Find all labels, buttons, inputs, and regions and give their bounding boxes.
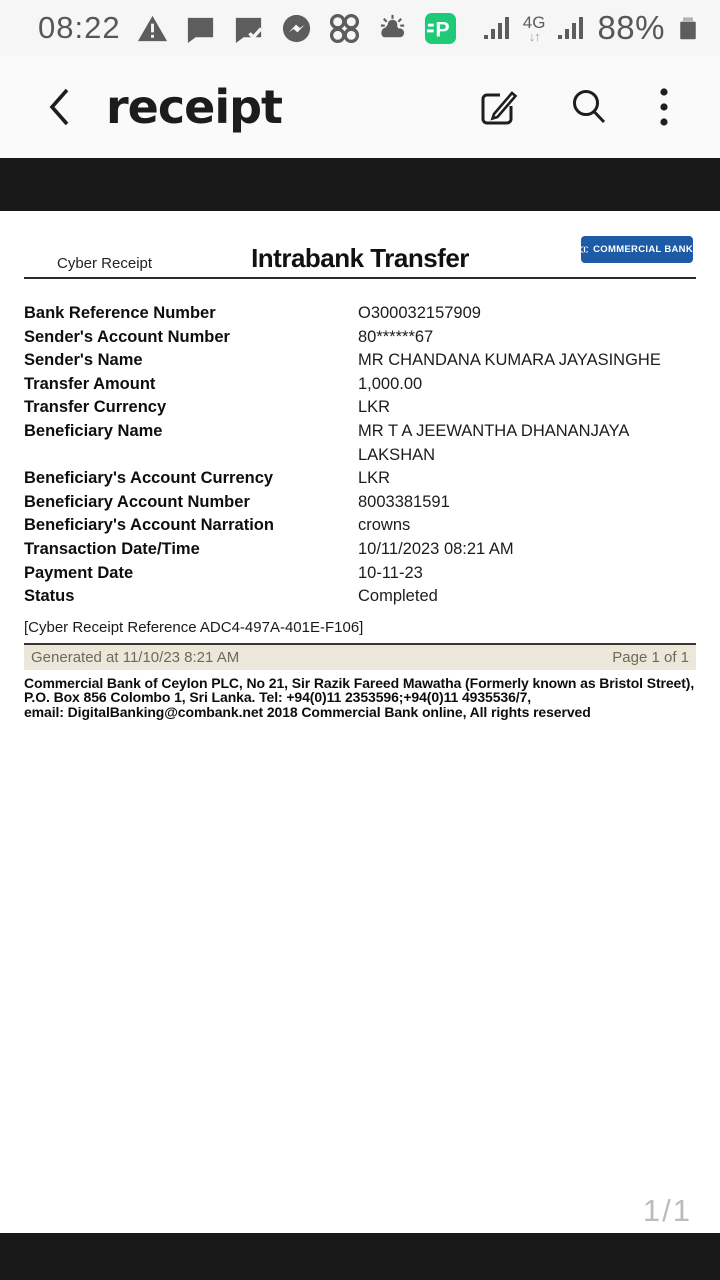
field-row: Sender's Account Number 80******67 [24,327,434,346]
footer-line: email: DigitalBanking@combank.net 2018 Commercial Bank online, All rights reserved [24,703,591,720]
page-label: Page 1 of 1 [612,648,689,666]
receipt-subtitle: Cyber Receipt [57,255,153,272]
bank-logo-text: COMMERCIAL BANK [593,244,693,255]
receipt-title: Intrabank Transfer [251,243,469,273]
field-row: Beneficiary Account Number 8003381591 [24,492,450,511]
clock: 08:22 [38,10,121,45]
field-row: Bank Reference Number O300032157909 [24,304,481,322]
back-button[interactable] [40,85,78,129]
chat-icon [184,12,217,45]
data-arrows-icon: ↓↑ [528,28,540,44]
receipt-reference: [Cyber Receipt Reference ADC4-497A-401E-F106] [24,618,364,636]
field-row: Beneficiary's Account Narration crowns [24,516,411,535]
network-type: 4G ↓↑ [522,12,546,44]
search-button[interactable] [566,84,612,130]
page-indicator: 1/1 [642,1193,692,1228]
field-row: Beneficiary's Account Currency LKR [24,469,391,488]
chat-check-icon [232,12,265,45]
footer-line: P.O. Box 856 Colombo 1, Sri Lanka. Tel: +94(0)11 2353596;+94(0)11 4935536/7, [24,689,532,706]
circles-icon [328,12,361,45]
field-row: Sender's Name MR CHANDANA KUMARA JAYASINGHE [24,351,661,370]
field-row: Status Completed [24,587,438,606]
status-bar-right [482,9,720,47]
viewer-margin-bottom [0,1233,720,1280]
messenger-icon [280,12,313,45]
field-row: Payment Date 10-11-23 [24,563,423,582]
field-row: Beneficiary Name MR T A JEEWANTHA DHANANJAYA LAKSHAN [24,421,629,464]
battery-icon [676,10,700,46]
app-header [0,56,720,158]
header-actions [474,84,720,130]
generated-bar [24,643,696,670]
receipt-fields [24,302,696,609]
field-row: Transfer Currency LKR [24,398,391,417]
receipt-page[interactable] [0,211,720,1233]
status-bar [0,0,720,56]
signal-icon-2 [556,13,586,43]
svg-text:P: P [434,16,450,41]
field-row: Transaction Date/Time 10/11/2023 08:21 AM [24,539,514,558]
footer-line: Commercial Bank of Ceylon PLC, No 21, Sir Razik Fareed Mawatha (Formerly known as Bristol Street), [24,674,695,691]
signal-icon [482,13,512,43]
pickme-app-icon [424,12,457,45]
receipt-header [24,234,696,274]
generated-timestamp: Generated at 11/10/23 8:21 AM [31,648,240,666]
commercial-bank-logo [581,236,693,263]
viewer-margin-top [0,158,720,211]
warning-icon [136,12,169,45]
battery-percent: 88% [597,9,665,46]
bank-footer [24,676,696,720]
weather-icon [376,12,409,45]
overflow-menu-button[interactable] [658,84,670,130]
edit-button[interactable] [474,84,520,130]
status-bar-left [0,10,457,46]
page-title: receipt [106,80,283,134]
header-divider [24,277,696,279]
bank-logo-icon [581,242,588,257]
field-row: Transfer Amount 1,000.00 [24,374,423,393]
